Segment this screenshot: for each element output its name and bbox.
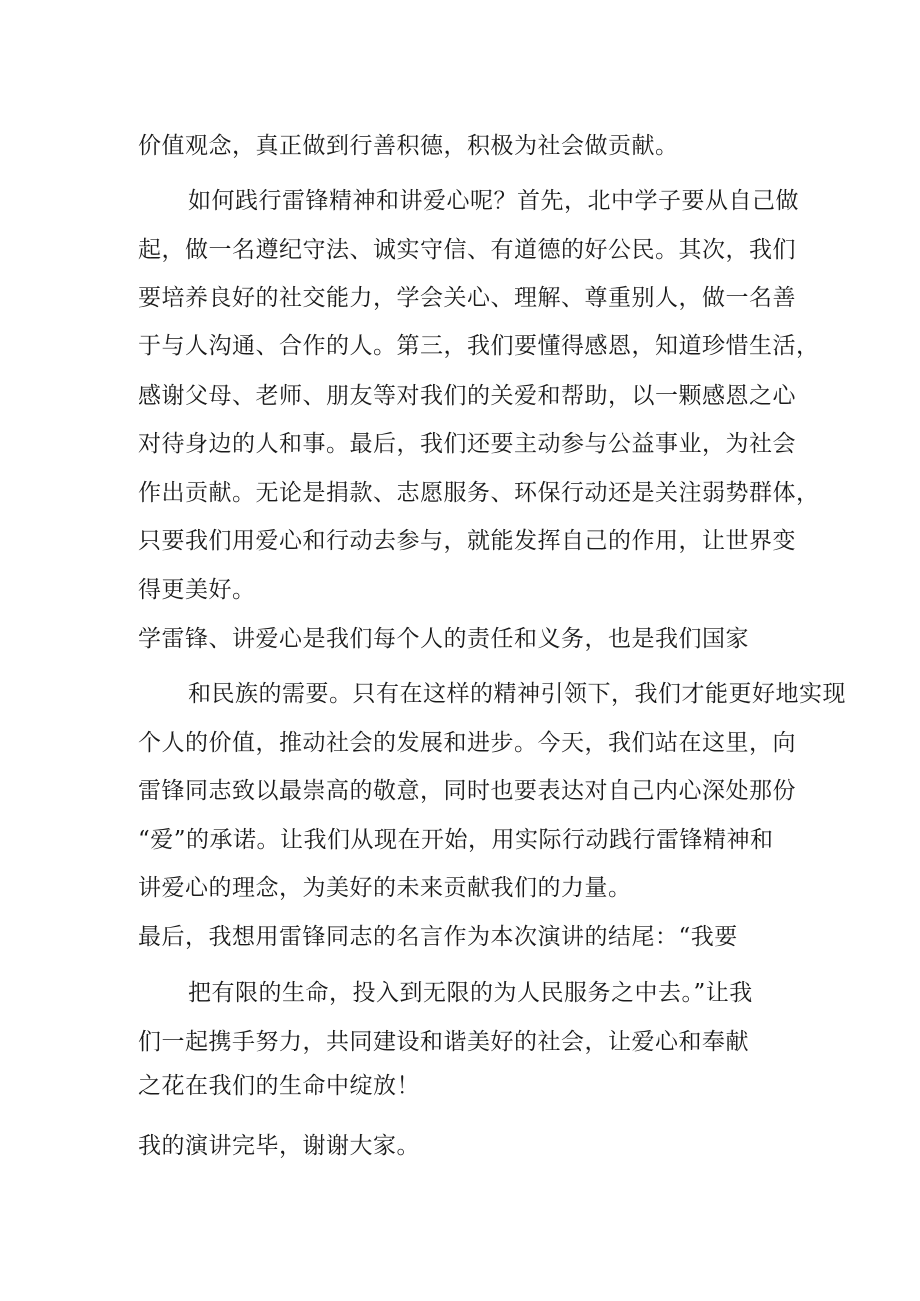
text-line: 们一起携手努力，共同建设和谐美好的社会，让爱心和奉献: [138, 1029, 749, 1055]
text-line: 作出贡献。无论是捐款、志愿服务、环保行动还是关注弱势群体，: [138, 480, 820, 506]
paragraph-first-line: 把有限的生命，投入到无限的为人民服务之中去。”让我: [188, 980, 753, 1006]
text-line: 要培养良好的社交能力，学会关心、理解、尊重别人，做一名善: [138, 285, 796, 311]
text-line: 我的演讲完毕，谢谢大家。: [138, 1133, 420, 1159]
text-line: 雷锋同志致以最崇高的敬意，同时也要表达对自己内心深处那份: [138, 778, 796, 804]
text-line: 只要我们用爱心和行动去参与，就能发挥自己的作用，让世界变: [138, 528, 796, 554]
text-line: 学雷锋、讲爱心是我们每个人的责任和义务，也是我们国家: [138, 626, 749, 652]
text-line: 价值观念，真正做到行善积德，积极为社会做贡献。: [138, 133, 679, 159]
text-line: “爱”的承诺。让我们从现在开始，用实际行动践行雷锋精神和: [138, 827, 774, 853]
paragraph-first-line: 如何践行雷锋精神和讲爱心呢？首先，北中学子要从自己做: [188, 188, 799, 214]
text-line: 对待身边的人和事。最后，我们还要主动参与公益事业，为社会: [138, 431, 796, 457]
text-line: 得更美好。: [138, 577, 256, 603]
text-line: 个人的价值，推动社会的发展和进步。今天，我们站在这里，向: [138, 730, 796, 756]
text-line: 感谢父母、老师、朋友等对我们的关爱和帮助，以一颗感恩之心: [138, 383, 796, 409]
text-line: 于与人沟通、合作的人。第三，我们要懂得感恩，知道珍惜生活，: [138, 333, 820, 359]
text-line: 最后，我想用雷锋同志的名言作为本次演讲的结尾：“我要: [138, 924, 738, 950]
text-line: 讲爱心的理念，为美好的未来贡献我们的力量。: [138, 875, 632, 901]
text-line: 起，做一名遵纪守法、诚实守信、有道德的好公民。其次，我们: [138, 237, 796, 263]
text-line: 之花在我们的生命中绽放！: [138, 1073, 420, 1099]
paragraph-first-line: 和民族的需要。只有在这样的精神引领下，我们才能更好地实现: [188, 681, 846, 707]
